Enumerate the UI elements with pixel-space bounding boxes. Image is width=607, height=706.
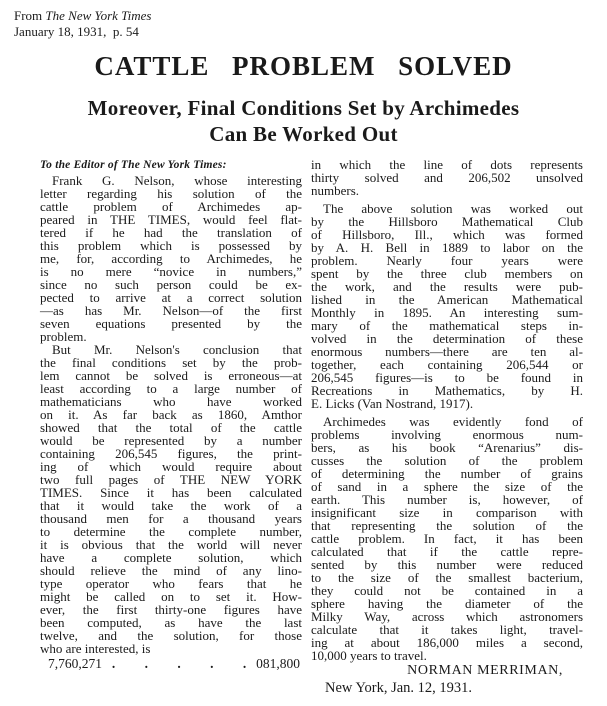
text-line: two full pages of THE NEW YORK xyxy=(40,472,302,487)
text-line: 10,000 years to travel. xyxy=(311,648,427,663)
source-attribution xyxy=(14,8,607,40)
subheadline-line-1: Moreover, Final Conditions Set by Archimedes xyxy=(87,96,520,120)
paragraph xyxy=(311,202,583,410)
text-line: been computed, as have the last xyxy=(40,615,302,630)
text-line: —as has Mr. Nelson—of the first xyxy=(40,303,302,318)
text-line: by A. H. Bell in 1889 to labor on the xyxy=(311,240,583,255)
text-line: containing 206,545 figures, the print- xyxy=(40,446,302,461)
text-line: twelve, and the solution, for those xyxy=(40,628,302,643)
text-line: mary of the mathematical steps in- xyxy=(311,318,583,333)
text-line: would be represented by a number xyxy=(40,433,302,448)
text-line: calculate that it takes light, travel- xyxy=(311,622,583,637)
text-line: on it. As far back as 1860, Amthor xyxy=(40,407,302,422)
subheadline-line-2: Can Be Worked Out xyxy=(209,122,398,146)
text-line: cusses the solution of the problem xyxy=(311,453,583,468)
text-line: Milky Way, across which astronomers xyxy=(311,609,583,624)
text-line: ever, the first thirty-one figures have xyxy=(40,602,302,617)
text-line: this problem which is possessed by xyxy=(40,238,302,253)
text-line: E. Licks (Van Nostrand, 1917). xyxy=(311,396,474,411)
text-line: numbers. xyxy=(311,183,360,198)
text-line: volved in the determination of these xyxy=(311,331,583,346)
text-line: ing at about 186,000 miles a second, xyxy=(311,635,583,650)
text-line: have a complete solution, which xyxy=(40,550,302,565)
text-line: lished in the American Mathematical xyxy=(311,292,583,307)
text-line: spent by the three club members on xyxy=(311,266,583,281)
text-line: letter regarding his solution of the xyxy=(40,186,302,201)
letter-dateline: New York, Jan. 12, 1931. xyxy=(325,680,473,696)
text-line: sphere having the diameter of the xyxy=(311,596,583,611)
text-line: insignificant size in comparison with xyxy=(311,505,583,520)
source-line xyxy=(14,8,607,24)
text-line: it is obvious that the world will never xyxy=(40,537,302,552)
author-signature: NORMAN MERRIMAN, xyxy=(407,663,563,678)
text-line: to the size of the smallest bacterium, xyxy=(311,570,583,585)
text-line: Frank G. Nelson, whose interesting xyxy=(52,173,302,188)
text-line: might be called on to set it. How- xyxy=(40,589,302,604)
paragraph xyxy=(40,343,302,655)
text-line: Archimedes was evidently fond of xyxy=(323,414,583,429)
text-line: mathematicians who have worked xyxy=(40,394,302,409)
text-line: pected to arrive at a correct solution xyxy=(40,290,302,305)
text-line: thousand men for a thousand years xyxy=(40,511,302,526)
text-line: that it would take the work of a xyxy=(40,498,302,513)
text-line: problems involving enormous num- xyxy=(311,427,583,442)
right-column xyxy=(311,158,583,697)
text-line: peared in THE TIMES, would feel flat- xyxy=(40,212,302,227)
text-line: 206,545 figures—is to be found in xyxy=(311,370,583,385)
paragraph xyxy=(40,174,302,343)
text-line: they could not be contained in a xyxy=(311,583,583,598)
text-line: tered if he had the translation of xyxy=(40,225,302,240)
text-line: thirty solved and 206,502 unsolved xyxy=(311,170,583,185)
text-line: in which the line of dots represents xyxy=(311,157,583,172)
source-date: January 18, 1931, p. 54 xyxy=(14,24,139,39)
solution-last-digits: 081,800 xyxy=(256,656,300,671)
text-line: the work, and the results were pub- xyxy=(311,279,583,294)
article-headline: CATTLE PROBLEM SOLVED xyxy=(94,51,513,81)
source-from-label: From xyxy=(14,8,43,23)
text-line: cattle problem. In fact, it has been xyxy=(311,531,583,546)
text-line: earth. This number is, however, of xyxy=(311,492,583,507)
text-line: The above solution was worked out xyxy=(323,201,583,216)
text-line: lem cannot be solved is erroneous—at xyxy=(40,368,302,383)
text-line: should relieve the mind of any lino- xyxy=(40,563,302,578)
text-line: calculated that if the cattle repre- xyxy=(311,544,583,559)
solution-number-line xyxy=(40,655,302,671)
article-body xyxy=(40,158,583,697)
text-line: by the Hillsboro Mathematical Club xyxy=(311,214,583,229)
text-line: problem. xyxy=(40,329,87,344)
text-line: of determining the number of grains xyxy=(311,466,583,481)
publication-name: The New York Times xyxy=(45,8,152,23)
text-line: sented by this number were reduced xyxy=(311,557,583,572)
text-line: enormous numbers—there are ten al- xyxy=(311,344,583,359)
text-line: of Hillsboro, Ill., which was formed xyxy=(311,227,583,242)
text-line: Recreations in Mathematics, by H. xyxy=(311,383,583,398)
text-line: least according to a large number of xyxy=(40,381,302,396)
text-line: TIMES. Since it has been calculated xyxy=(40,485,302,500)
text-line: showed that the total of the cattle xyxy=(40,420,302,435)
text-line: Monthly in 1895. An interesting sum- xyxy=(311,305,583,320)
text-line: of sand in a sphere the size of the xyxy=(311,479,583,494)
text-line: cattle problem of Archimedes ap- xyxy=(40,199,302,214)
text-line: to determine the complete number, xyxy=(40,524,302,539)
text-line: who are interested, is xyxy=(40,641,151,656)
text-line: problem. Nearly four years were xyxy=(311,253,583,268)
solution-first-digits: 7,760,271 xyxy=(48,656,102,671)
text-line: me, for, according to Archimedes, he xyxy=(40,251,302,266)
salutation: To the Editor of The New York Times: xyxy=(40,159,227,171)
text-line: ing of which would require about xyxy=(40,459,302,474)
text-line: the final conditions set by the prob- xyxy=(40,355,302,370)
text-line: that representing the solution of the xyxy=(311,518,583,533)
text-line: is no mere “novice in numbers,” xyxy=(40,264,302,279)
text-line: But Mr. Nelson's conclusion that xyxy=(52,342,302,357)
paragraph xyxy=(311,158,583,197)
article-subheadline xyxy=(0,95,607,147)
solution-ellipsis-dots: . . . . . xyxy=(111,656,247,671)
text-line: bers, as his book “Arenarius” dis- xyxy=(311,440,583,455)
text-line: together, each containing 206,544 or xyxy=(311,357,583,372)
left-column xyxy=(40,158,302,697)
paragraph xyxy=(311,415,583,662)
text-line: seven equations presented by the xyxy=(40,316,302,331)
text-line: type operator who fears that he xyxy=(40,576,302,591)
text-line: since no such person could be ex- xyxy=(40,277,302,292)
